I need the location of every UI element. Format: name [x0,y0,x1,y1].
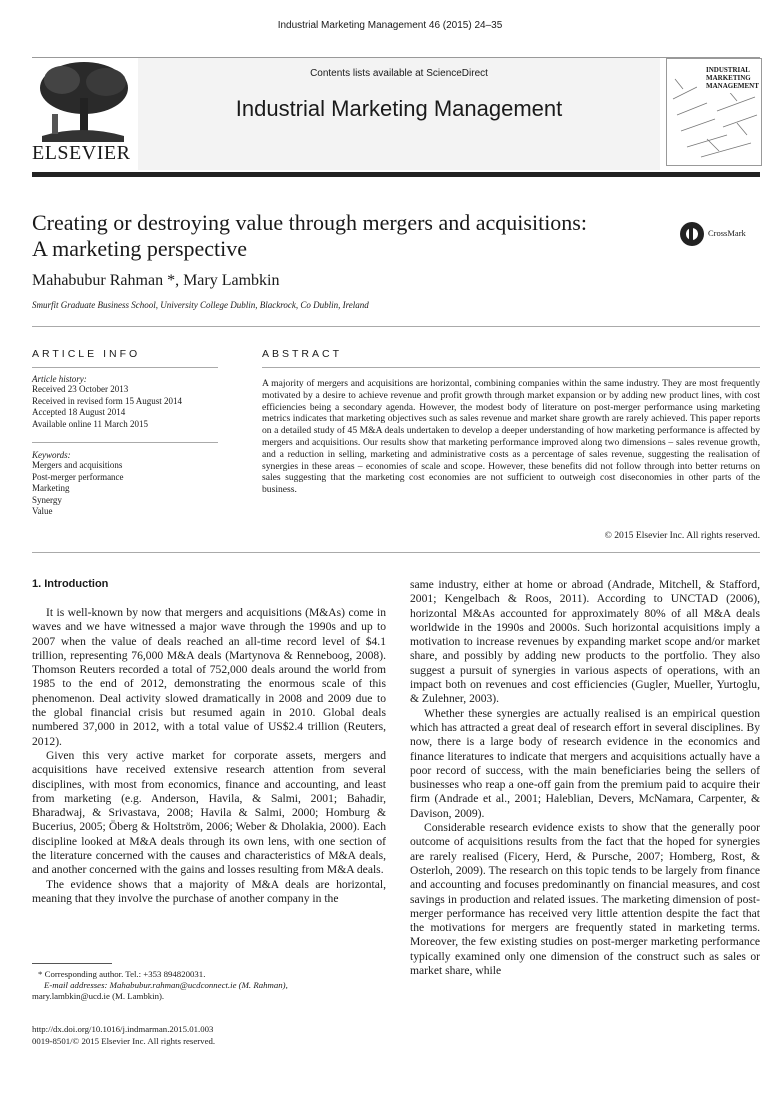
tree-icon [32,58,134,142]
doi-link[interactable]: http://dx.doi.org/10.1016/j.indmarman.2015.01.003 [32,1024,214,1034]
paragraph: Considerable research evidence exists to show that the generally poor outcome of acquisitions results from the fact that the hoped for synergies are rarely realised (Ficery, Herd, & Pursche, 2007; Homberg, Rost, & Osterloh, 2009). The research on this topic tends to be largely from finance and accounting and focuses predominantly on financial measures, and cost savings in production and related issues. The marketing dimension of post-merger performance has received very little attention despite the fact that the motivations for mergers are frequently stated in marketing terms. Moreover, the few existing studies on post-merger marketing performance typically examined only one dimension of the construct such as sales or market share, while [410,821,760,978]
history-revised: Received in revised form 15 August 2014 [32,395,182,406]
corresponding-author: * Corresponding author. Tel.: +353 894820031. [38,969,206,979]
article-title-line-2: A marketing perspective [32,236,248,261]
crossmark-icon[interactable] [680,222,704,246]
cover-title: INDUSTRIAL MARKETING MANAGEMENT [706,66,759,90]
info-rule-mid [32,442,218,443]
keyword-item: Synergy [32,494,62,505]
journal-reference: Industrial Marketing Management 46 (2015) 24–35 [277,20,503,31]
footnote-rule [32,963,112,964]
article-title-line-1: Creating or destroying value through mergers and acquisitions: [32,210,587,235]
keyword-item: Mergers and acquisitions [32,460,123,470]
history-accepted: Accepted 18 August 2014 [32,407,126,417]
abstract-bottom-divider [32,552,760,553]
abstract-rule [262,367,760,368]
publisher-name: ELSEVIER [32,142,131,164]
article-title [32,210,632,262]
article-history [32,374,222,430]
right-column [410,578,760,978]
header-thick-rule [32,172,760,177]
section-heading-introduction: 1. Introduction [32,578,109,590]
info-rule-top [32,367,218,368]
abstract-heading: ABSTRACT [262,348,343,360]
author-list[interactable]: Mahabubur Rahman *, Mary Lambkin [32,272,280,289]
title-divider [32,326,760,327]
email-continuation[interactable]: mary.lambkin@ucd.ie (M. Lambkin). [32,991,165,1001]
history-online: Available online 11 March 2015 [32,418,148,429]
article-info-heading: ARTICLE INFO [32,348,141,360]
history-label: Article history: [32,374,87,384]
history-received: Received 23 October 2013 [32,384,129,394]
left-column [32,606,386,906]
crossmark-label[interactable]: CrossMark [708,228,746,238]
abstract-text: A majority of mergers and acquisitions are horizontal, combining companies within the same industry. They are most frequently motivated by a desire to achieve revenue and profit growth through market expansion or by adding new product lines, with cost efficiencies being a secondary agenda. However, the modest body of literature on post-merger performance using marketing metrics indicates that marketing objectives such as sales revenue and market share growth are rarely achieved. This paper reports on a detailed study of 45 M&A deals undertaken to develop a deeper understanding of how marketing performance is affected by mergers and acquisitions. Our results show that marketing performance improved along two dimensions – sales revenue growth, and a reduction in selling, marketing and administrative costs as a percentage of sales revenue, suggesting the realisation of synergies in these areas – economies of scale and scope. However, these benefits did not follow through into better returns on sales suggesting that the marketing cost economies are not sufficient to outweigh cost diseconomies in other parts of the business. [262,378,760,496]
issn-line: 0019-8501/© 2015 Elsevier Inc. All rights reserved. [32,1036,216,1046]
contents-availability[interactable]: Contents lists available at ScienceDirect [310,68,488,79]
keywords-label: Keywords: [32,450,71,460]
paragraph: same industry, either at home or abroad (Andrade, Mitchell, & Stafford, 2001; Kengelbach & Roos, 2011). According to UNCTAD (2006), horizontal M&As accounted for approximately 80% of all M&A deals worldwide in the 1990s and 2000s. Such horizontal acquisitions imply a motivation to increase revenues by expanding market scope and/or market share, and possibly by adding new products to the portfolio. They also suggest a pursuit of synergies in various aspects of operations, with an impact both on revenues and cost efficiencies (Gugler, Mueller, Yurtoglu, & Zulehner, 2003). [410,578,760,706]
journal-title[interactable]: Industrial Marketing Management [235,96,563,121]
paragraph: It is well-known by now that mergers and acquisitions (M&As) come in waves and we have witnessed a major wave through the 1990s and up to 2007 when the value of deals reached an all-time record level of $4.1 trillion, representing 76,000 M&A deals (Martynova & Renneboog, 2008). Thomson Reuters recorded a total of 752,000 deals around the world from 1985 to the end of 2012, demonstrating the enormous scale of this phenomenon. Deal activity slowed dramatically in 2008 and 2009 due to the global financial crisis but resumed again in 2010. Global deals numbered 37,000 in 2012, with a total value of US$2.4 trillion (Reuters, 2012). [32,606,386,748]
paragraph: The evidence shows that a majority of M&A deals are horizontal, meaning that they involve the purchase of another company in the [32,877,386,905]
paragraph: Given this very active market for corporate assets, mergers and acquisitions have received extensive research attention from several disciplines, with most from economics, finance and accounting, and least from marketing (e.g. Anderson, Havila, & Salmi, 2001; Bahadir, Bharadwaj, & Srivastava, 2008; Havila & Salmi, 2000; Homburg & Bucerius, 2005; Öberg & Holtström, 2006; Weber & Dholakia, 2000). Each discipline looked at M&A deals through its own lens, with one section of the literature concerned with the causes and characteristics of M&A deals, and another concerned with the gains and losses resulting from M&A deals. [32,748,386,877]
copyright-notice: © 2015 Elsevier Inc. All rights reserved. [604,530,760,541]
keyword-item: Value [32,506,53,516]
keyword-item: Marketing [32,483,70,493]
email-addresses[interactable]: E-mail addresses: Mahabubur.rahman@ucdconnect.ie (M. Rahman), [44,980,288,990]
paragraph: Whether these synergies are actually realised is an empirical question which has attracted a great deal of research effort in several disciplines. By now, there is a large body of research evidence in the economics and finance literatures to indicate that mergers and acquisitions actually have a poor record of success, with the main beneficiaries being the sellers of businesses who reap a one-off gain from the premium paid to acquire their firm (Andrade et al., 2001; Haleblian, Devers, McNamara, Carpenter, & Davison, 2009). [410,706,760,820]
keyword-item: Post-merger performance [32,471,124,482]
author-affiliation: Smurfit Graduate Business School, University College Dublin, Blackrock, Co Dublin, Ireland [32,300,369,310]
keywords-block [32,450,222,518]
footnote [38,969,386,991]
